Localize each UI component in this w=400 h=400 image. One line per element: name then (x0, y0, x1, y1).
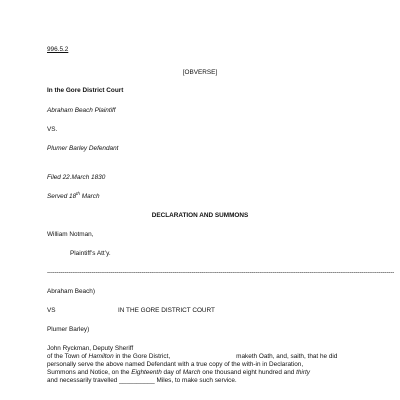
caption-vs-row (47, 307, 400, 315)
versus-label: VS. (47, 126, 58, 133)
body-line-2: personally serve the above named Defendant with a true copy of the with-in in Declaration, (47, 361, 304, 368)
separator-line: ------------------------------------------------------------------------------------------------------------------------------------------------------------------------------------ (47, 269, 395, 276)
body-line-3: Summons and Notice, on the Eighteenth day of March one thousand eight hundred and thirty (47, 369, 310, 376)
attorney-role: Plaintiff’s Att’y. (70, 250, 111, 257)
reference-number: 996.5.2 (47, 46, 69, 53)
court-name: In the Gore District Court (47, 87, 124, 94)
document-title: DECLARATION AND SUMMONS (151, 212, 249, 219)
obverse-label: [OBVERSE] (182, 69, 218, 76)
caption-vs: VS (47, 307, 56, 314)
attorney-name: William Notman, (47, 231, 94, 238)
caption-court: IN THE GORE DISTRICT COURT (118, 307, 215, 314)
served-date: Served 18th March (47, 190, 100, 200)
body-line-1: of the Town of Hamilton in the Gore District, maketh Oath, and, saith, that he did (47, 353, 338, 360)
caption-plaintiff: Abraham Beach) (47, 288, 95, 295)
deponent-line: John Ryckman, Deputy Sheriff (47, 345, 134, 352)
defendant-line: Plumer Barley Defendant (47, 145, 119, 152)
plaintiff-line: Abraham Beach Plaintiff (47, 107, 116, 114)
body-line-4: and necessarily travelled __________ Miles, to make such service. (47, 377, 237, 384)
caption-defendant: Plumer Barley) (47, 326, 90, 333)
filed-date: Filed 22.March 1830 (47, 174, 106, 181)
